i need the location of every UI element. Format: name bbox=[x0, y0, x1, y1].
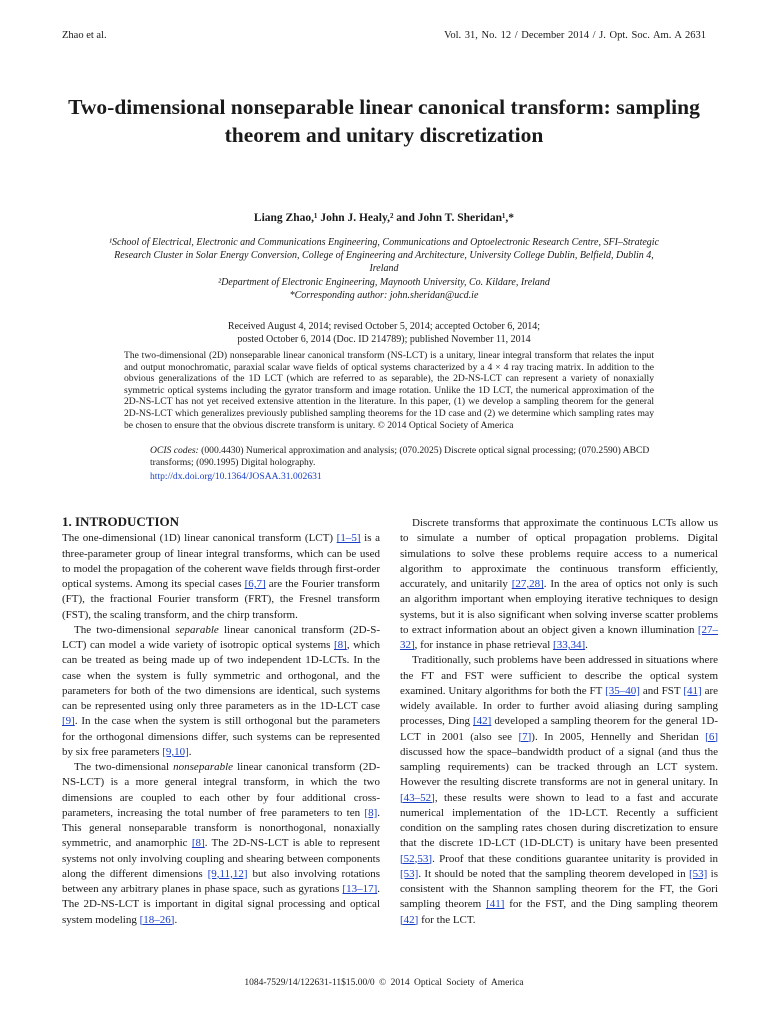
body-paragraph bbox=[400, 653, 718, 928]
right-paragraphs bbox=[400, 516, 718, 928]
citation-link[interactable]: [53] bbox=[688, 867, 708, 880]
citation-link[interactable]: [33,34] bbox=[553, 639, 586, 651]
citation-link[interactable]: [7] bbox=[518, 730, 532, 743]
running-header-journal: Vol. 31, No. 12 / December 2014 / J. Opt. Soc. Am. A 2631 bbox=[444, 30, 706, 41]
body-paragraph bbox=[400, 516, 718, 653]
author-list: Liang Zhao,¹ John J. Healy,² and John T. Sheridan¹,* bbox=[253, 212, 515, 224]
citation-link[interactable]: [52,53] bbox=[400, 852, 433, 865]
citation-link[interactable]: [18–26] bbox=[139, 913, 175, 926]
paragraph-text: is consistent with the Shannon sampling theorem for the FT, the Gori sampling theorem bbox=[400, 867, 718, 911]
citation-link[interactable]: [41] bbox=[683, 684, 702, 697]
citation-link[interactable]: [9,11,12] bbox=[207, 867, 248, 880]
doi-link[interactable]: http://dx.doi.org/10.1364/JOSAA.31.002631 bbox=[150, 471, 322, 482]
paragraph-text: are the Fourier transform (FT), the fractional Fourier transform (FRT), the Fresnel transform (FST), the scaling transform, and the chirp transform. bbox=[62, 578, 380, 621]
paragraph-text: ). In 2005, Hennelly and Sheridan bbox=[531, 730, 706, 743]
citation-link[interactable]: [43–52] bbox=[400, 791, 435, 804]
paragraph-text: . It should be noted that the sampling theorem developed in bbox=[418, 867, 689, 880]
citation-link[interactable]: [6,7] bbox=[244, 578, 266, 590]
ocis-label: OCIS codes: bbox=[150, 445, 199, 456]
affiliation-1: ¹School of Electrical, Electronic and Communications Engineering, Communications and Optoelectronic Research Centre, SFI–Strategic Research Cluster in Solar Energy Conversion, College of Engineering and Architecture, University College Dublin, Belfield, Dublin 4, Ireland bbox=[108, 237, 660, 275]
citation-link[interactable]: [41] bbox=[486, 898, 505, 911]
affiliations bbox=[100, 236, 668, 302]
ocis-codes bbox=[150, 445, 650, 469]
paragraph-text: . bbox=[174, 913, 178, 926]
paragraph-text: The one-dimensional (1D) linear canonical transform (LCT) bbox=[62, 532, 337, 545]
abstract: The two-dimensional (2D) nonseparable linear canonical transform (NS-LCT) is a unitary, linear integral transform that relates the input and output monochromatic, paraxial scalar wave fields of optical systems characterized by a 4 × 4 ray tracing matrix. In addition to the obvious generalizations of the 1D LCT (which are referred to as separable), the 2D-NS-LCT can represent a variety of nonaxially symmetric optical systems including the gyrator transform and image rotation. Unlike the 1D LCT, the numerical approximation of the 2D-NS-LCT has not yet received extensive attention in the literature. In this paper, (1) we develop a sampling theorem for the general 2D-NS-LCT which generalizes previously published sampling theorems for the 1D case and (2) we determine which sampling rates may be chosen to ensure that the obvious discrete transform is unitary. © 2014 Optical Society of America bbox=[124, 350, 654, 431]
paragraph-text: . In the area of optics not only is such an algorithm important when employing iterative techniques to design systems, but it is also significant when solving inverse scatter problems to extract information about an object given a known illumination bbox=[400, 578, 719, 636]
paragraph-text: . bbox=[188, 745, 192, 758]
paragraph-text: are widely available. In order to further avoid aliasing during sampling processes, Ding bbox=[400, 684, 718, 728]
paragraph-text: for the LCT. bbox=[418, 913, 476, 926]
paragraph-text: Traditionally, such problems have been addressed in situations where the FT and FST were sufficient to describe the optical system examined. Unitary algorithms for both the FT bbox=[400, 654, 718, 697]
paragraph-text: Discrete transforms that approximate the continuous LCTs allow us to simulate a number of optical propagation problems. Digital simulations to solve these problems require access to a numerical algorithm to approximate the continuous transform efficiently, accurately, and unitarily bbox=[400, 517, 718, 590]
paragraph-text: for the FST, and the Ding sampling theorem bbox=[504, 898, 718, 911]
running-header-authors: Zhao et al. bbox=[62, 30, 107, 41]
paragraph-text: The two-dimensional bbox=[74, 623, 176, 636]
paragraph-text: . In the case when the system is still orthogonal but the parameters for the orthogonal dimensions differ, such systems can be represented by six free parameters bbox=[62, 715, 380, 758]
paragraph-text: . bbox=[585, 639, 588, 651]
citation-link[interactable]: [53] bbox=[400, 867, 419, 880]
paragraph-text: . The 2D-NS-LCT is important in digital signal processing and optical system modeling bbox=[62, 883, 380, 926]
citation-link[interactable]: [42] bbox=[473, 715, 492, 728]
paragraph-text: The two-dimensional bbox=[74, 761, 174, 773]
citation-link[interactable]: [13–17] bbox=[342, 883, 378, 895]
citation-link[interactable]: [1–5] bbox=[336, 532, 361, 545]
citation-link[interactable]: [27,28] bbox=[511, 578, 544, 590]
page-footer: 1084-7529/14/122631-11$15.00/0 © 2014 Optical Society of America bbox=[244, 978, 524, 988]
citation-link[interactable]: [9] bbox=[62, 715, 75, 728]
body-paragraph bbox=[62, 531, 380, 623]
paragraph-text: . The 2D-NS-LCT is able to represent systems not only involving coupling and shearing between components along the different dimensions bbox=[62, 837, 380, 880]
left-column bbox=[62, 514, 380, 928]
paragraph-text: , which can be treated as being made up of two independent 1D-LCTs. In the case when the system is fully symmetric and orthogonal, and the parameters for both of the two dimensions are identical, such systems can be represented using only three parameters as in the 1D-LCT case bbox=[62, 639, 380, 712]
citation-link[interactable]: [35–40] bbox=[605, 684, 640, 697]
paragraph-text: . This general nonseparable transform is nonorthogonal, nonaxially symmetric, and anamorphic bbox=[62, 806, 380, 850]
paragraph-text: but also involving rotations between any arbitrary planes in phase space, such as gyrations bbox=[62, 867, 380, 895]
paragraph-text: and FST bbox=[639, 684, 684, 697]
paragraph-text: is a three-parameter group of linear integral transforms, which can be used to model the propagation of the coherent wave fields through first-order optical systems. Among its special cases bbox=[62, 532, 380, 590]
paragraph-text: , these results were shown to lead to a fast and accurate numerical implementation of the 1D-LCT. Recently a sufficient condition on the sampling rates chosen during discretization to ensure that the discrete 1D-LCT (1D-DLCT) is unitary have been presented bbox=[400, 791, 718, 850]
affiliation-2: ²Department of Electronic Engineering, Maynooth University, Co. Kildare, Ireland bbox=[218, 276, 550, 288]
paragraph-text: linear canonical transform (2D-S-LCT) can model a wide variety of isotropic optical systems bbox=[62, 623, 380, 651]
citation-link[interactable]: [8] bbox=[364, 806, 378, 819]
citation-link[interactable]: [8] bbox=[191, 837, 205, 850]
citation-link[interactable]: [9,10] bbox=[162, 745, 189, 758]
emphasized-term: separable bbox=[175, 623, 219, 636]
ocis-text: (000.4430) Numerical approximation and analysis; (070.2025) Discrete optical signal processing; (070.2590) ABCD transforms; (090.1995) Digital holography. bbox=[150, 445, 650, 468]
paper-title: Two-dimensional nonseparable linear canonical transform: sampling theorem and unitary discretization bbox=[68, 95, 700, 147]
body-paragraph bbox=[62, 623, 380, 760]
citation-link[interactable]: [42] bbox=[400, 913, 419, 926]
dates-line-2: posted October 6, 2014 (Doc. ID 214789); published November 11, 2014 bbox=[237, 334, 531, 345]
citation-link[interactable]: [6] bbox=[705, 730, 718, 743]
section-heading: 1. INTRODUCTION bbox=[62, 514, 180, 529]
emphasized-term: nonseparable bbox=[173, 761, 234, 773]
paragraph-text: developed a sampling theorem for the general 1D-LCT in 2001 (also see bbox=[400, 715, 718, 743]
dates-line-1: Received August 4, 2014; revised October 5, 2014; accepted October 6, 2014; bbox=[227, 321, 541, 332]
publication-dates bbox=[100, 320, 668, 346]
citation-link[interactable]: [8] bbox=[333, 639, 347, 651]
citation-link[interactable]: [27–32] bbox=[400, 623, 718, 651]
body-paragraph bbox=[62, 760, 380, 928]
paragraph-text: discussed how the space–bandwidth product of a signal (and thus the sampling requirements) can be tracked through an LCT system. However the resulting discrete transforms are not in general unitary. In bbox=[400, 745, 718, 789]
left-paragraphs bbox=[62, 531, 380, 928]
corresponding-author: *Corresponding author: john.sheridan@ucd.ie bbox=[289, 289, 479, 301]
right-column bbox=[400, 516, 718, 928]
paragraph-text: . Proof that these conditions guarantee unitarity is provided in bbox=[432, 852, 718, 865]
paragraph-text: , for instance in phase retrieval bbox=[414, 639, 554, 651]
paragraph-text: linear canonical transform (2D-NS-LCT) is a more general integral transform, in which the two dimensions are coupled to each other by four additional cross-parameters, increasing the total number of free parameters to ten bbox=[62, 761, 380, 819]
